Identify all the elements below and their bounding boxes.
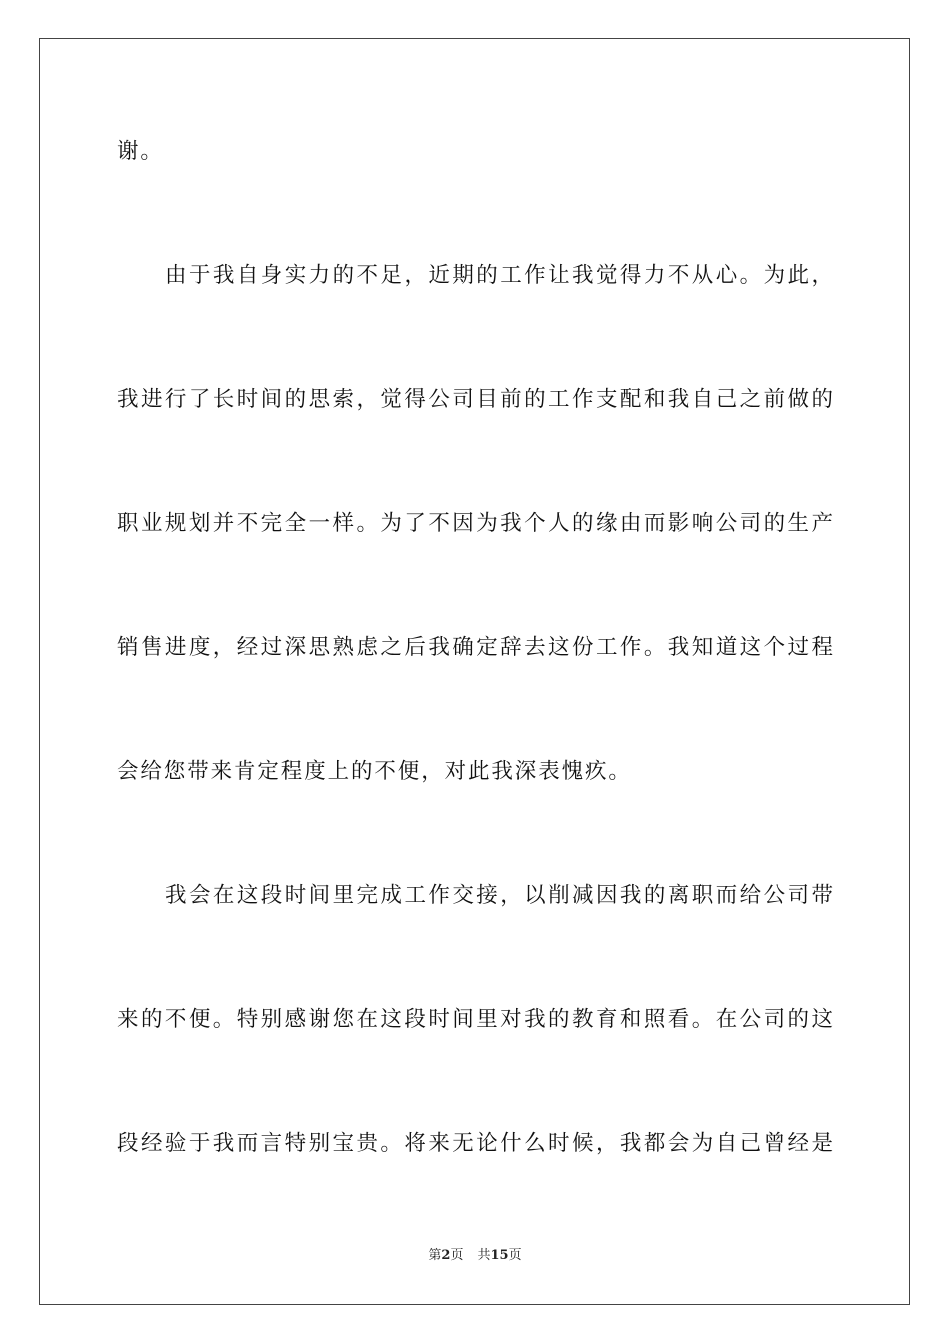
text-line-9: 段经验于我而言特别宝贵。将来无论什么时候，我都会为自己曾经是 <box>117 1131 833 1156</box>
text-line-4: 职业规划并不完全一样。为了不因为我个人的缘由而影响公司的生产 <box>117 511 833 536</box>
text-line-3: 我进行了长时间的思索，觉得公司目前的工作支配和我自己之前做的 <box>117 387 833 412</box>
page-frame <box>39 38 910 1305</box>
page-prefix: 第 <box>428 1248 442 1263</box>
total-suffix: 页 <box>508 1248 522 1263</box>
text-line-7: 我会在这段时间里完成工作交接，以削减因我的离职而给公司带 <box>165 883 833 908</box>
text-line-6: 会给您带来肯定程度上的不便，对此我深表愧疚。 <box>117 759 632 784</box>
page-number: 2 <box>441 1248 451 1263</box>
page-suffix: 页 <box>450 1248 464 1263</box>
page-footer <box>0 1247 950 1265</box>
text-line-5: 销售进度，经过深思熟虑之后我确定辞去这份工作。我知道这个过程 <box>117 635 833 660</box>
total-pages: 15 <box>490 1248 509 1263</box>
total-prefix: 共 <box>477 1248 491 1263</box>
text-line-8: 来的不便。特别感谢您在这段时间里对我的教育和照看。在公司的这 <box>117 1007 833 1032</box>
text-line-1: 谢。 <box>117 139 164 164</box>
text-line-2: 由于我自身实力的不足，近期的工作让我觉得力不从心。为此， <box>165 263 833 288</box>
